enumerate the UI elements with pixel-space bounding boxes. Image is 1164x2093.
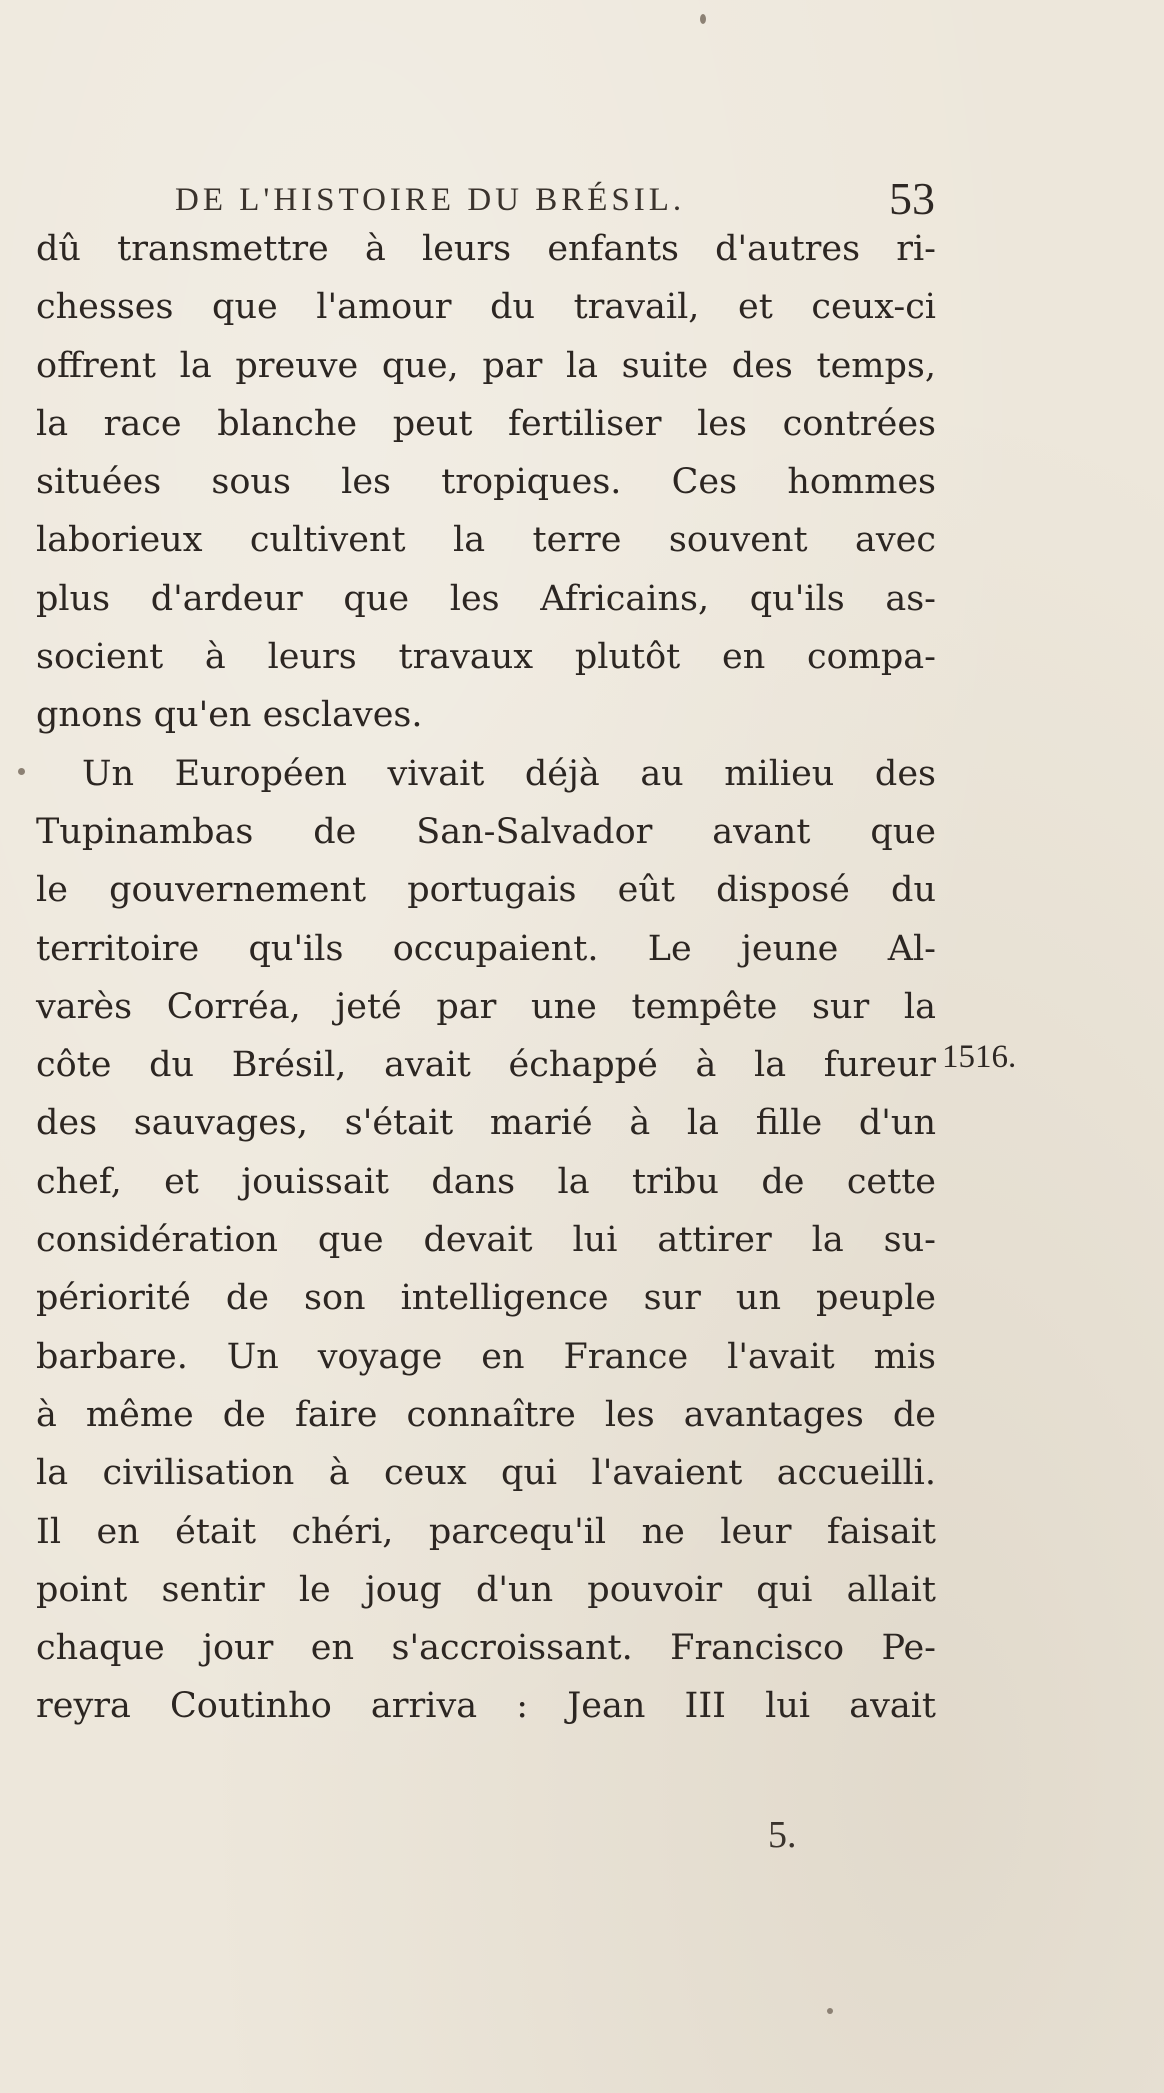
- text-line: varès Corréa, jeté par une tempête sur la: [36, 986, 936, 1027]
- text-line: reyra Coutinho arriva : Jean III lui avait: [36, 1686, 936, 1727]
- text-line: offrent la preuve que, par la suite des temps,: [36, 345, 936, 386]
- text-line: gnons qu'en esclaves.: [36, 695, 423, 736]
- text-line: Il en était chéri, parcequ'il ne leur faisait: [36, 1511, 936, 1552]
- text-line: socient à leurs travaux plutôt en compa-: [36, 637, 936, 678]
- paragraph-start-line: Un Européen vivait déjà au milieu des: [82, 753, 936, 794]
- text-line: plus d'ardeur que les Africains, qu'ils as-: [36, 578, 936, 619]
- text-line: la race blanche peut fertiliser les contrées: [36, 403, 936, 444]
- text-line: chaque jour en s'accroissant. Francisco Pe-: [36, 1628, 936, 1669]
- text-line: chef, et jouissait dans la tribu de cette: [36, 1161, 936, 1202]
- text-line: chesses que l'amour du travail, et ceux-ci: [36, 287, 936, 328]
- page-number: 53: [889, 173, 935, 224]
- margin-date-note: 1516.: [942, 1039, 1017, 1075]
- text-line: situées sous les tropiques. Ces hommes: [36, 462, 936, 503]
- text-line: côte du Brésil, avait échappé à la fureur: [36, 1045, 936, 1086]
- text-line: Tupinambas de San-Salvador avant que: [36, 811, 936, 852]
- text-line: la civilisation à ceux qui l'avaient accueilli.: [36, 1453, 936, 1494]
- text-line: le gouvernement portugais eût disposé du: [36, 870, 936, 911]
- text-line: dû transmettre à leurs enfants d'autres ri-: [36, 229, 936, 269]
- text-line: laborieux cultivent la terre souvent avec: [36, 520, 936, 561]
- text-line: périorité de son intelligence sur un peuple: [36, 1278, 936, 1319]
- running-title: DE L'HISTOIRE DU BRÉSIL.: [175, 182, 686, 218]
- paper-speck: [18, 768, 25, 775]
- body-text: [36, 220, 936, 1736]
- text-line: barbare. Un voyage en France l'avait mis: [36, 1336, 936, 1377]
- text-line: point sentir le joug d'un pouvoir qui allait: [36, 1569, 936, 1610]
- text-line: considération que devait lui attirer la su-: [36, 1220, 936, 1261]
- text-line: territoire qu'ils occupaient. Le jeune Al-: [36, 928, 936, 969]
- text-line: des sauvages, s'était marié à la fille d'un: [36, 1103, 936, 1144]
- paper-speck: [700, 14, 706, 24]
- paper-speck: [827, 2008, 833, 2014]
- signature-mark: 5.: [768, 1814, 797, 1856]
- text-line: à même de faire connaître les avantages de: [36, 1394, 936, 1435]
